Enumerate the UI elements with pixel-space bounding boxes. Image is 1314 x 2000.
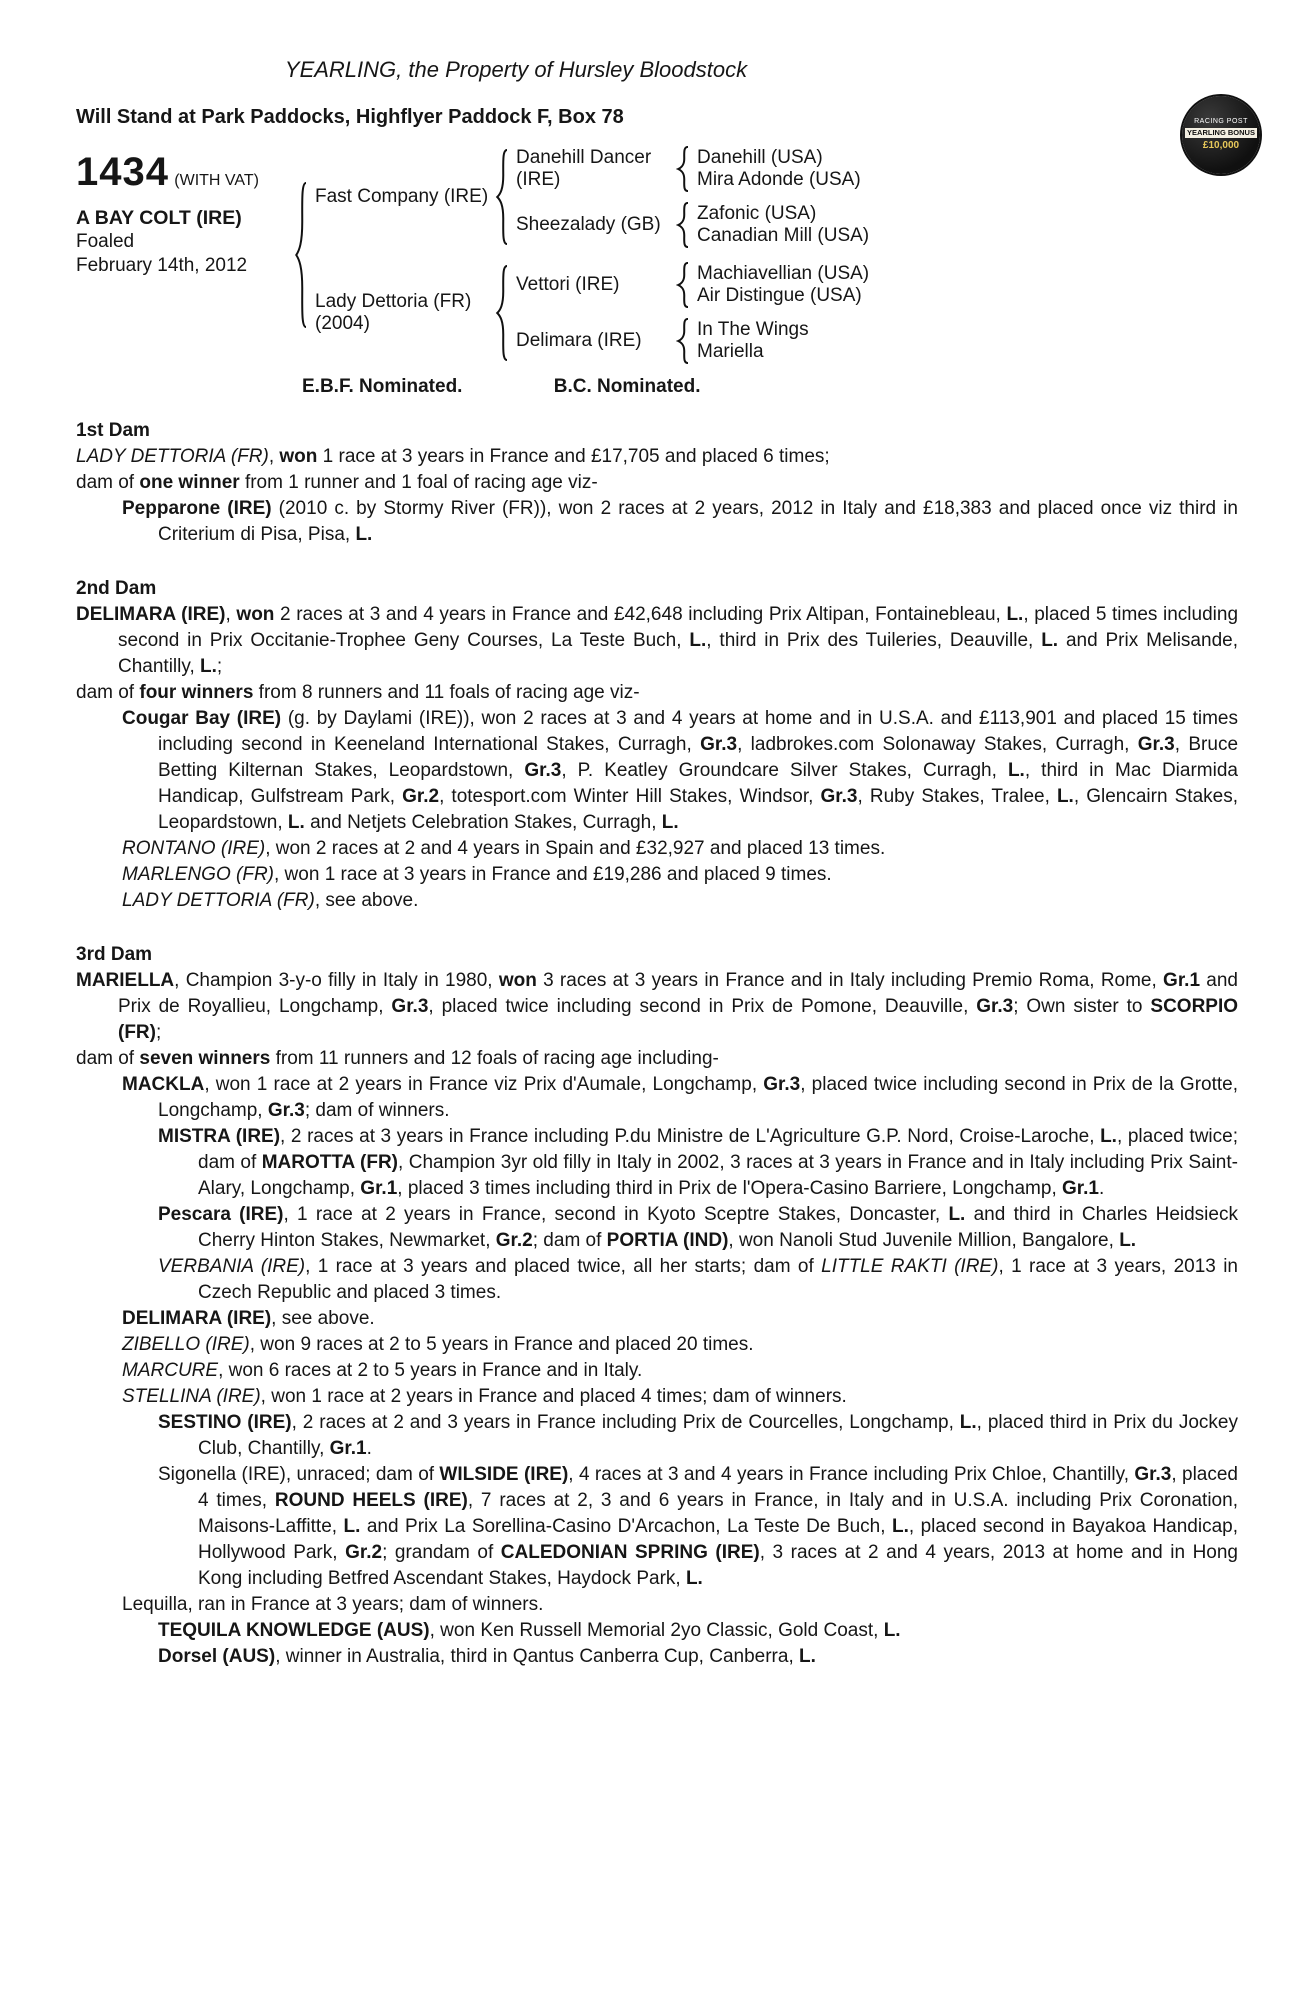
text-segment: won xyxy=(279,446,318,467)
text-segment: and Netjets Celebration Stakes, Curragh, xyxy=(304,812,662,833)
text-segment: L. xyxy=(661,812,679,833)
pedigree-paragraph xyxy=(158,1410,1238,1462)
horse-description: A BAY COLT (IRE) xyxy=(76,207,242,229)
text-segment: L. xyxy=(355,524,373,545)
text-segment: , won 1 race at 3 years in France and £19,286 and placed 9 times. xyxy=(274,864,832,885)
text-segment: L. xyxy=(200,656,217,677)
pedigree-paragraph xyxy=(76,680,1238,706)
text-segment: , ladbrokes.com Solonaway Stakes, Curragh, xyxy=(737,734,1138,755)
text-segment: VERBANIA (IRE) xyxy=(158,1256,306,1277)
text-segment: , 3 races at 2 and 4 years, 2013 at home and in Hong Kong including Betfred Ascendant Stakes, Haydock Park, xyxy=(198,1542,1238,1589)
text-segment: 3 races at 3 years in France and in Italy including Premio Roma, Rome, xyxy=(536,970,1164,991)
text-segment: Gr.3 xyxy=(267,1100,305,1121)
text-segment: , placed twice including second in Prix de la Grotte, Longchamp, xyxy=(158,1074,1239,1121)
sire-sire-dam-name: Mira Adonde (USA) xyxy=(697,169,861,190)
text-segment: ; Own sister to xyxy=(1013,996,1151,1017)
text-segment: (g. by Daylami (IRE)), won 2 races at 3 and 4 years at home and in U.S.A. and £113,901 and placed 15 times including second in Keeneland International Stakes, Curragh, xyxy=(158,708,1238,755)
text-segment: , won 1 race at 2 years in France and placed 4 times; dam of winners. xyxy=(260,1386,847,1407)
text-segment: Gr.2 xyxy=(402,786,440,807)
text-segment: and Prix de Royallieu, Longchamp, xyxy=(118,970,1238,1017)
text-segment: L. xyxy=(1007,760,1025,781)
text-segment: ; dam of winners. xyxy=(304,1100,450,1121)
text-segment: from 1 runner and 1 foal of racing age viz- xyxy=(239,472,598,493)
text-segment: L. xyxy=(1119,1230,1137,1251)
text-segment: , 2 races at 2 and 3 years in France including Prix de Courcelles, Longchamp, xyxy=(291,1412,960,1433)
foaled-label: Foaled xyxy=(76,231,135,252)
text-segment: ; grandam of xyxy=(382,1542,501,1563)
dam-dam-sire-name: In The Wings xyxy=(697,319,809,340)
text-segment: , won 1 race at 2 years in France viz Prix d'Aumale, Longchamp, xyxy=(204,1074,764,1095)
text-segment: , 1 race at 3 years and placed twice, all her starts; dam of xyxy=(305,1256,822,1277)
text-segment: Gr.3 xyxy=(524,760,562,781)
text-segment: WILSIDE (IRE) xyxy=(439,1464,569,1485)
sire-dam-dam-name: Canadian Mill (USA) xyxy=(697,225,870,246)
text-segment: dam of xyxy=(76,682,140,703)
pedigree-tree xyxy=(294,146,907,364)
text-segment: . xyxy=(1099,1178,1105,1199)
text-segment: seven winners xyxy=(139,1048,271,1069)
text-segment: , Glencairn Stakes, Leopardstown, xyxy=(158,786,1238,833)
text-segment: L. xyxy=(343,1516,361,1537)
text-segment: ZIBELLO (IRE) xyxy=(122,1334,250,1355)
text-segment: , Ruby Stakes, Tralee, xyxy=(857,786,1057,807)
text-segment: Pepparone (IRE) xyxy=(122,498,272,519)
badge-top-text: RACING POST xyxy=(1194,118,1248,125)
badge-amount: £10,000 xyxy=(1202,140,1240,151)
foaled-date: February 14th, 2012 xyxy=(76,255,248,276)
text-segment: DELIMARA (IRE) xyxy=(122,1308,272,1329)
text-segment: L. xyxy=(1056,786,1074,807)
pedigree-sections xyxy=(76,418,1238,1670)
text-segment: , see above. xyxy=(271,1308,375,1329)
pedigree-paragraph xyxy=(122,888,1238,914)
text-segment: , Champion 3-y-o filly in Italy in 1980, xyxy=(174,970,499,991)
text-segment: , placed 4 times, xyxy=(198,1464,1238,1511)
sire-sire-sire-name: Danehill (USA) xyxy=(697,147,823,168)
page-title: YEARLING, the Property of Hursley Bloodstock xyxy=(284,57,748,82)
text-segment: and Prix La Sorellina-Casino D'Arcachon, La Teste De Buch, xyxy=(360,1516,892,1537)
text-segment: L. xyxy=(689,630,707,651)
text-segment: , 4 races at 3 and 4 years in France including Prix Chloe, Chantilly, xyxy=(568,1464,1135,1485)
text-segment: MARLENGO (FR) xyxy=(122,864,274,885)
nominations-line xyxy=(76,374,1238,400)
text-segment: 2 races at 3 and 4 years in France and £42,648 including Prix Altipan, Fontainebleau, xyxy=(274,604,1007,625)
text-segment: , totesport.com Winter Hill Stakes, Windsor, xyxy=(439,786,821,807)
text-segment: L. xyxy=(799,1646,816,1667)
pedigree-paragraph xyxy=(122,1384,1238,1410)
text-segment: MACKLA xyxy=(122,1074,205,1095)
pedigree-paragraph xyxy=(76,602,1238,680)
text-segment: MISTRA (IRE) xyxy=(158,1126,281,1147)
text-segment: , won 9 races at 2 to 5 years in France and placed 20 times. xyxy=(249,1334,754,1355)
text-segment: SESTINO (IRE) xyxy=(158,1412,292,1433)
text-segment: DELIMARA (IRE) xyxy=(76,604,226,625)
pedigree-paragraph xyxy=(122,862,1238,888)
text-segment: RONTANO (IRE) xyxy=(122,838,266,859)
text-segment: L. xyxy=(959,1412,977,1433)
text-segment: , won 2 races at 2 and 4 years in Spain and £32,927 and placed 13 times. xyxy=(265,838,886,859)
sire-branch xyxy=(309,146,907,248)
text-segment: , won Ken Russell Memorial 2yo Classic, Gold Coast, xyxy=(429,1620,884,1641)
dam-year: (2004) xyxy=(315,313,370,334)
text-segment: from 8 runners and 11 foals of racing age viz- xyxy=(253,682,640,703)
text-segment: L. xyxy=(1100,1126,1117,1147)
text-segment: ; xyxy=(155,1022,162,1043)
sire-dam-branch xyxy=(510,202,907,248)
pedigree-paragraph xyxy=(76,968,1238,1046)
lot-block xyxy=(76,146,294,278)
text-segment: , 2 races at 3 years in France including P.du Ministre de L'Agriculture G.P. Nord, Croise-Laroche, xyxy=(280,1126,1101,1147)
text-segment: , see above. xyxy=(314,890,419,911)
text-segment: Gr.2 xyxy=(345,1542,383,1563)
text-segment: STELLINA (IRE) xyxy=(122,1386,261,1407)
dam-sire-branch xyxy=(510,262,907,308)
text-segment: TEQUILA KNOWLEDGE (AUS) xyxy=(158,1620,430,1641)
text-segment: , won Nanoli Stud Juvenile Million, Bangalore, xyxy=(728,1230,1120,1251)
text-segment: LITTLE RAKTI (IRE) xyxy=(821,1256,999,1277)
dam-section-heading: 1st Dam xyxy=(76,420,150,441)
text-segment: Gr.2 xyxy=(495,1230,533,1251)
sire-name: Fast Company (IRE) xyxy=(315,186,489,207)
text-segment: SCORPIO (FR) xyxy=(118,996,1239,1043)
text-segment: MARCURE xyxy=(122,1360,219,1381)
text-segment: Gr.1 xyxy=(1062,1178,1099,1199)
pedigree-brace-icon xyxy=(676,146,691,192)
pedigree-brace-icon xyxy=(676,318,691,364)
text-segment: and third in Charles Heidsieck Cherry Hinton Stakes, Newmarket, xyxy=(198,1204,1238,1251)
text-segment: , won 6 races at 2 to 5 years in France and in Italy. xyxy=(218,1360,643,1381)
sire-sire-branch xyxy=(510,146,907,192)
dam-dam-name: Delimara (IRE) xyxy=(516,330,642,351)
pedigree-brace-icon xyxy=(294,180,309,330)
text-segment: LADY DETTORIA (FR) xyxy=(122,890,315,911)
text-segment: won xyxy=(498,970,537,991)
text-segment: Gr.1 xyxy=(329,1438,367,1459)
text-segment: L. xyxy=(1006,604,1024,625)
pedigree-paragraph xyxy=(122,836,1238,862)
text-segment: 1 race at 3 years in France and £17,705 and placed 6 times; xyxy=(317,446,830,467)
text-segment: , placed twice including second in Prix de Pomone, Deauville, xyxy=(428,996,977,1017)
text-segment: L. xyxy=(685,1568,703,1589)
text-segment: Gr.3 xyxy=(820,786,858,807)
badge-band-text: YEARLING BONUS xyxy=(1187,128,1255,137)
text-segment: L. xyxy=(1041,630,1059,651)
text-segment: and Prix Melisande, Chantilly, xyxy=(118,630,1238,677)
vat-note: (WITH VAT) xyxy=(174,172,259,189)
text-segment: L. xyxy=(948,1204,966,1225)
pedigree-paragraph xyxy=(122,1306,1238,1332)
pedigree-brace-icon xyxy=(676,202,691,248)
text-segment: Gr.3 xyxy=(700,734,738,755)
text-segment: , P. Keatley Groundcare Silver Stakes, Curragh, xyxy=(561,760,1008,781)
ebf-nominated-label: E.B.F. Nominated. xyxy=(302,376,463,397)
dam-dam-dam-name: Mariella xyxy=(697,341,764,362)
dam-dam-branch xyxy=(510,318,907,364)
text-segment: , placed 3 times including third in Prix de l'Opera-Casino Barriere, Longchamp, xyxy=(397,1178,1063,1199)
dam-sire-sire-name: Machiavellian (USA) xyxy=(697,263,870,284)
text-segment: from 11 runners and 12 foals of racing age including- xyxy=(270,1048,719,1069)
text-segment: MAROTTA (FR) xyxy=(261,1152,398,1173)
text-segment: , xyxy=(225,604,237,625)
stand-location-line: Will Stand at Park Paddocks, Highflyer Paddock F, Box 78 xyxy=(76,106,624,128)
pedigree-brace-icon xyxy=(676,262,691,308)
sire-sire-name: Danehill Dancer (IRE) xyxy=(516,147,652,190)
pedigree-paragraph xyxy=(76,470,1238,496)
bc-nominated-label: B.C. Nominated. xyxy=(553,376,701,397)
text-segment: , third in Prix des Tuileries, Deauville, xyxy=(706,630,1042,651)
sire-dam-name: Sheezalady (GB) xyxy=(516,214,661,235)
pedigree-paragraph xyxy=(122,1332,1238,1358)
pedigree-paragraph xyxy=(76,444,1238,470)
dam-sire-dam-name: Air Distingue (USA) xyxy=(697,285,862,306)
text-segment: , xyxy=(268,446,280,467)
pedigree-paragraph xyxy=(76,1046,1238,1072)
pedigree-paragraph xyxy=(122,1072,1238,1124)
text-segment: PORTIA (IND) xyxy=(606,1230,729,1251)
pedigree-brace-icon xyxy=(495,264,510,362)
text-segment: (2010 c. by Stormy River (FR)), won 2 races at 2 years, 2012 in Italy and £18,383 and placed once viz third in Criterium di Pisa, Pisa, xyxy=(158,498,1238,545)
text-segment: Gr.3 xyxy=(976,996,1014,1017)
text-segment: MARIELLA xyxy=(76,970,175,991)
text-segment: , placed twice; dam of xyxy=(198,1126,1238,1173)
text-segment: , placed 5 times including second in Prix Occitanie-Trophee Geny Courses, La Teste Buch, xyxy=(118,604,1239,651)
dam-sire-name: Vettori (IRE) xyxy=(516,274,620,295)
text-segment: , 1 race at 3 years, 2013 in Czech Republic and placed 3 times. xyxy=(198,1256,1238,1303)
text-segment: , 7 races at 2, 3 and 6 years in France, in Italy and in U.S.A. including Prix Coronation, Maisons-Laffitte, xyxy=(198,1490,1238,1537)
text-segment: dam of xyxy=(76,1048,140,1069)
text-segment: CALEDONIAN SPRING (IRE) xyxy=(500,1542,760,1563)
text-segment: Cougar Bay (IRE) xyxy=(122,708,282,729)
text-segment: Pescara (IRE) xyxy=(158,1204,284,1225)
dam-section-heading: 3rd Dam xyxy=(76,944,153,965)
yearling-bonus-badge-icon xyxy=(1182,96,1260,174)
text-segment: , Bruce Betting Kilternan Stakes, Leopardstown, xyxy=(158,734,1239,781)
dam-name: Lady Dettoria (FR) xyxy=(315,291,472,312)
pedigree-paragraph xyxy=(122,496,1238,548)
pedigree-paragraph xyxy=(158,1462,1238,1592)
sire-dam-sire-name: Zafonic (USA) xyxy=(697,203,817,224)
pedigree-paragraph xyxy=(122,706,1238,836)
dam-branch xyxy=(309,262,907,364)
text-segment: Gr.1 xyxy=(360,1178,398,1199)
pedigree-paragraph xyxy=(158,1644,1238,1670)
dam-section-heading: 2nd Dam xyxy=(76,578,157,599)
text-segment: , placed third in Prix du Jockey Club, Chantilly, xyxy=(198,1412,1238,1459)
text-segment: Dorsel (AUS) xyxy=(158,1646,276,1667)
lot-masthead xyxy=(76,146,1238,364)
text-segment: Gr.3 xyxy=(1137,734,1175,755)
text-segment: Gr.3 xyxy=(1134,1464,1172,1485)
text-segment: one winner xyxy=(139,472,240,493)
text-segment: L. xyxy=(883,1620,901,1641)
text-segment: . xyxy=(366,1438,372,1459)
text-segment: Lequilla, ran in France at 3 years; dam of winners. xyxy=(122,1594,544,1615)
text-segment: L. xyxy=(891,1516,909,1537)
pedigree-paragraph xyxy=(158,1618,1238,1644)
text-segment: L. xyxy=(287,812,305,833)
text-segment: ; dam of xyxy=(532,1230,607,1251)
lot-number: 1434 xyxy=(76,150,169,194)
text-segment: Gr.3 xyxy=(763,1074,801,1095)
pedigree-brace-icon xyxy=(495,148,510,246)
text-segment: , Champion 3yr old filly in Italy in 2002, 3 races at 3 years in France and in Italy including Prix Saint-Alary, Longchamp, xyxy=(198,1152,1238,1199)
text-segment: Sigonella (IRE), unraced; dam of xyxy=(158,1464,440,1485)
text-segment: won xyxy=(236,604,275,625)
text-segment: ROUND HEELS (IRE) xyxy=(274,1490,468,1511)
text-segment: Gr.1 xyxy=(1163,970,1201,991)
text-segment: four winners xyxy=(139,682,254,703)
text-segment: , placed second in Bayakoa Handicap, Hollywood Park, xyxy=(198,1516,1238,1563)
pedigree-paragraph xyxy=(122,1592,1238,1618)
pedigree-paragraph xyxy=(122,1358,1238,1384)
pedigree-paragraph xyxy=(158,1254,1238,1306)
text-segment: dam of xyxy=(76,472,140,493)
text-segment: , third in Mac Diarmida Handicap, Gulfstream Park, xyxy=(158,760,1238,807)
text-segment: , winner in Australia, third in Qantus Canberra Cup, Canberra, xyxy=(275,1646,800,1667)
lot-line xyxy=(76,152,294,194)
text-segment: LADY DETTORIA (FR) xyxy=(76,446,269,467)
pedigree-paragraph xyxy=(158,1202,1238,1254)
text-segment: ; xyxy=(216,656,223,677)
text-segment: , 1 race at 2 years in France, second in Kyoto Sceptre Stakes, Doncaster, xyxy=(283,1204,949,1225)
text-segment: Gr.3 xyxy=(391,996,429,1017)
pedigree-paragraph xyxy=(158,1124,1238,1202)
